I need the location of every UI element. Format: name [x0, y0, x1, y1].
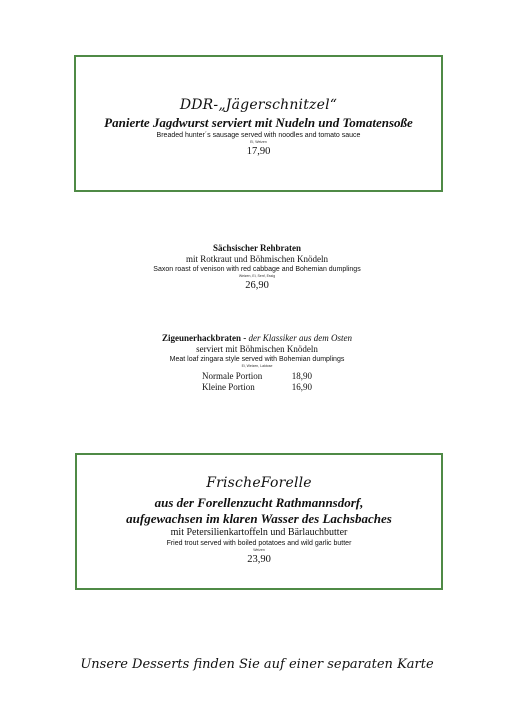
dish-price: 26,90 [245, 280, 269, 291]
dish-english: Breaded hunter´s sausage served with noodles and tomato sauce [156, 132, 361, 139]
dish-english: Saxon roast of venison with red cabbage and Bohemian dumplings [153, 266, 361, 273]
dish-line: mit Petersilienkartoffeln und Bärlauchbutter [170, 527, 348, 538]
dish-price: 17,90 [246, 146, 271, 157]
portion-price: 18,90 [291, 371, 312, 381]
dish-title: DDR-„Jägerschnitzel“ [179, 97, 338, 113]
dish-subtitle: Panierte Jagdwurst serviert mit Nudeln und Tomatensoße [104, 115, 413, 130]
portion-price: 16,90 [291, 382, 312, 392]
dish-allergens: Weizen [253, 548, 265, 552]
dish-line: aus der Forellenzucht Rathmannsdorf, [154, 495, 364, 510]
dish-line: aufgewachsen im klaren Wasser des Lachsbaches [126, 511, 392, 526]
portion-label: Kleine Portion [202, 382, 255, 392]
dish-desc: serviert mit Böhmischen Knödeln [196, 344, 318, 354]
dish-price: 23,90 [247, 554, 271, 565]
dish-name: Sächsischer Rehbraten [212, 243, 302, 253]
dish-allergens: Ei, Weizen [250, 140, 267, 144]
desserts-note: Unsere Desserts finden Sie auf einer separaten Karte [80, 657, 434, 672]
dish-heading [0, 333, 514, 344]
dish-hackbraten [0, 333, 514, 393]
dish-title: FrischeForelle [206, 475, 312, 491]
dish-allergens: Ei, Weizen, Laktose [241, 364, 273, 368]
dish-english: Meat loaf zingara style served with Bohemian dumplings [169, 356, 345, 363]
dish-rehbraten [0, 243, 514, 292]
dish-tagline: der Klassiker aus dem Osten [248, 333, 352, 343]
featured-dish-box [74, 55, 443, 192]
portion-label: Normale Portion [202, 371, 263, 381]
dish-allergens: Weizen, Ei, Senf, Essig [238, 274, 276, 278]
dish-english: Fried trout served with boiled potatoes and wild garlic butter [166, 540, 352, 547]
portion-row [0, 382, 514, 393]
featured-dish-box [75, 453, 443, 590]
dish-name: Zigeunerhackbraten - [162, 333, 249, 343]
dish-desc: mit Rotkraut und Böhmischen Knödeln [186, 254, 328, 264]
portion-row [0, 371, 514, 382]
